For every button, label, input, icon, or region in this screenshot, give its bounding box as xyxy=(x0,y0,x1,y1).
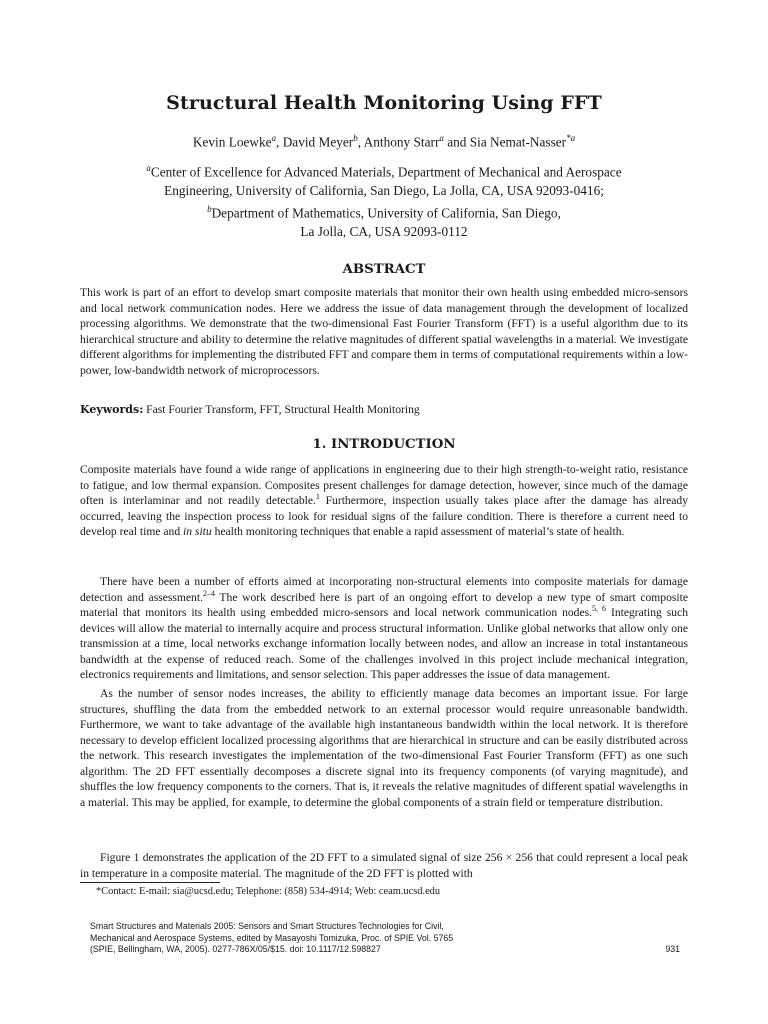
footer-line: Smart Structures and Materials 2005: Sensors and Smart Structures Technologies for Civil, xyxy=(90,921,444,931)
citation-ref: 2–4 xyxy=(202,588,215,598)
keywords-label: Keywords: xyxy=(80,403,144,416)
citation-ref: 1 xyxy=(315,492,320,502)
intro-paragraph-2 xyxy=(80,574,688,683)
affiliation-line: Center of Excellence for Advanced Materials, Department of Mechanical and Aerospace xyxy=(150,164,622,180)
abstract-text: This work is part of an effort to develop smart composite materials that monitor their own health using embedded micro-sensors and local network communication nodes. Here we address the issue of data management through the development of localized processing algorithms. We demonstrate that the two-dimensional Fast Fourier Transform (FFT) is a useful algorithm due to its hierarchical structure and ability to determine the relative magnitudes of different spatial wavelengths in a material. We investigate different algorithms for implementing the distributed FFT and compare them in terms of computational requirements within a low-power, low-bandwidth network of microprocessors. xyxy=(80,286,688,377)
author-conjunction: and xyxy=(447,134,467,150)
affiliation-marker: b xyxy=(207,204,212,215)
paragraph-text: Furthermore, inspection usually takes place after the damage has already occurred, leaving the inspection process to look for residual signs of the failure condition. There is therefore a current need to develop real time and xyxy=(80,494,688,539)
page-number: 931 xyxy=(665,944,680,954)
paragraph-text: The work described here is part of an ongoing effort to develop a new type of smart composite material that monitors its health using embedded micro-sensors and local network communication nodes. xyxy=(80,590,689,620)
paragraph-text: Composite materials have found a wide range of applications in engineering due to their high strength-to-weight ratio, resistance to fatigue, and low thermal expansion. Composites present challenges for damage detection, however, since much of the damage often is interlaminar and not readily detectable. xyxy=(80,463,688,508)
affiliation-line: Engineering, University of California, San Diego, La Jolla, CA, USA 92093-0416; xyxy=(164,182,604,198)
affiliation-a xyxy=(60,159,708,182)
paragraph-text: There have been a number of efforts aimed at incorporating non-structural elements into composite materials for damage detection and assessment. xyxy=(80,575,688,604)
paper-title: Structural Health Monitoring Using FFT xyxy=(166,92,602,114)
affiliation-line: La Jolla, CA, USA 92093-0112 xyxy=(300,224,468,240)
paragraph-text: health monitoring techniques that enable a rapid assessment of material’s state of health. xyxy=(211,525,625,539)
intro-paragraph-1 xyxy=(80,462,688,540)
author-name: Anthony Starr xyxy=(363,134,440,150)
author-name: Kevin Loewke xyxy=(192,134,272,150)
affiliation-marker: a xyxy=(439,133,444,143)
intro-paragraph-3: As the number of sensor nodes increases, the ability to efficiently manage data becomes an important issue. For large structures, shuffling the data from the embedded network to an external processor would require unreasonable bandwidth. Furthermore, we want to take advantage of the available high instantaneous bandwidth within the local network. It is therefore necessary to develop efficient localized processing algorithms that are hierarchical in structure and can be easily distributed across the network. This research investigates the implementation of the two-dimensional Fast Fourier Transform (FFT) as one such algorithm. The 2D FFT essentially decomposes a discrete signal into its frequency components (of varying magnitude), and shuffles the low frequency components to the corners. That is, it reveals the relative magnitudes of different spatial wavelengths in a material. This may be applied, for example, to determine the global components of a strain field or temperature distribution. xyxy=(80,687,688,809)
intro-paragraph-4: Figure 1 demonstrates the application of the 2D FFT to a simulated signal of size 256 × 256 that could represent a local peak in temperature in a composite material. The magnitude of the 2D FFT is plotted with xyxy=(80,851,688,880)
affiliation-b xyxy=(60,200,708,223)
affiliation-marker: a xyxy=(146,163,151,173)
footnote-divider xyxy=(80,882,220,883)
keywords xyxy=(80,402,688,418)
affiliation-line: Department of Mathematics, University of California, San Diego, xyxy=(211,205,561,221)
affiliation-marker: b xyxy=(353,133,358,143)
abstract-heading: ABSTRACT xyxy=(342,262,426,277)
emphasis-text: in situ xyxy=(183,525,212,539)
footer-line: Mechanical and Aerospace Systems, edited by Masayoshi Tomizuka, Proc. of SPIE Vol. 5765 xyxy=(90,932,454,943)
paragraph-text: Integrating such devices will allow the material to internally acquire and process structural information. Unlike global networks that allow only one transmission at a time, local networks exchange information locally between nodes, and allow an increase in total instantaneous bandwidth at the expense of reduced reach. Some of the challenges involved in this project include mechanical integration, electronics requirements and limitations, and sensor selection. This paper addresses the issue of data management. xyxy=(80,606,688,682)
footer-line: (SPIE, Bellingham, WA, 2005). 0277-786X/05/$15. doi: 10.1117/12.598827 xyxy=(90,944,381,954)
contact-footnote: *Contact: E-mail: sia@ucsd.edu; Telephone: (858) 534-4914; Web: ceam.ucsd.edu xyxy=(96,886,441,897)
keywords-text: Fast Fourier Transform, FFT, Structural Health Monitoring xyxy=(146,403,420,416)
citation-ref: 5, 6 xyxy=(592,604,607,614)
affiliation-marker: *a xyxy=(566,133,576,143)
affiliation-marker: a xyxy=(271,133,277,143)
author-name: David Meyer xyxy=(282,134,354,150)
author-name: Sia Nemat-Nasser xyxy=(469,134,567,150)
introduction-heading: 1. INTRODUCTION xyxy=(312,437,456,452)
publication-footer xyxy=(90,921,550,956)
author-list: Kevin Loewke$^a$, David Meyer$^b$, Anthony Starr$^a$ and Sia Nemat-Nasser$^{*a}$ xyxy=(192,133,576,150)
affiliations xyxy=(60,159,708,242)
